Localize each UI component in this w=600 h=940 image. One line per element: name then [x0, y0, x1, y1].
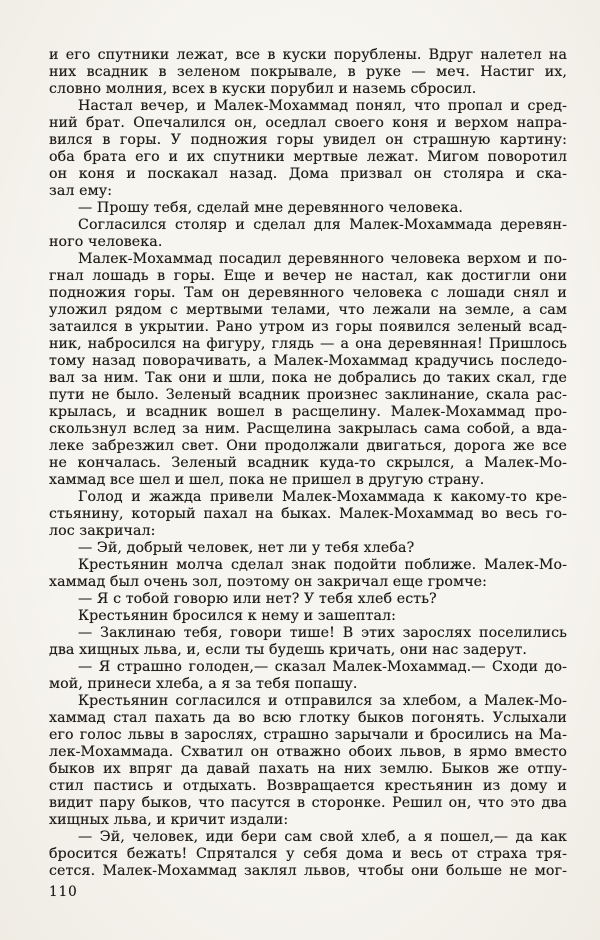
paragraph — [49, 591, 567, 608]
paragraph — [49, 200, 567, 217]
paragraph — [49, 829, 567, 880]
text-line: ного человека. — [49, 234, 163, 250]
text-line: два хищных льва, и, если ты будешь кричать, они нас задерут. — [49, 642, 527, 658]
text-line: Голод и жажда привели Малек-Мохаммада к какому-то кре- — [78, 489, 567, 505]
text-line: Крестьянин молча сделал знак подойти поближе. Малек-Мо- — [78, 557, 567, 573]
page-number: 110 — [49, 884, 78, 900]
text-line: них всадник в зеленом покрывале, в руке — меч. Настиг их, — [49, 64, 567, 80]
text-line: скользнул вслед за ним. Расщелина закрылась сама собой, а вда- — [49, 421, 567, 437]
paragraph — [49, 251, 567, 489]
text-line: стьянину, который пахал на быках. Малек-Мохаммад во весь го- — [49, 506, 567, 522]
text-line: хаммад стал пахать да во всю глотку быков погонять. Услыхали — [49, 710, 567, 726]
text-line: хищных льва, и кричит издали: — [49, 812, 289, 828]
text-line: ник, набросился на фигуру, глядь — а она деревянная! Пришлось — [49, 336, 567, 352]
text-line: — Заклинаю тебя, говори тише! В этих зарослях поселились — [78, 625, 567, 641]
text-line: Согласился столяр и сделал для Малек-Мохаммада деревян- — [78, 217, 567, 233]
text-line: словно молния, всех в куски порубил и наземь сбросил. — [49, 81, 477, 97]
text-line: затаился в укрытии. Рано утром из горы появился зеленый всад- — [49, 319, 567, 335]
text-line: Малек-Мохаммад посадил деревянного человека верхом и по- — [78, 251, 567, 267]
text-line: мой, принеси хлеба, а я за тебя попашу. — [49, 676, 358, 692]
paragraph — [49, 693, 567, 829]
text-line: вал за ним. Так они и шли, пока не добрались до таких скал, где — [49, 370, 567, 386]
text-line: хаммад все шел и шел, пока не пришел в другую страну. — [49, 472, 485, 488]
text-line: оба брата его и их спутники мертвые лежат. Мигом поворотил — [49, 149, 567, 165]
text-line: подножия горы. Там он деревянного человека с лошади снял и — [49, 285, 567, 301]
text-line: — Я страшно голоден,— сказал Малек-Мохаммад.— Сходи до- — [78, 659, 567, 675]
text-line: и его спутники лежат, все в куски порублены. Вдруг налетел на — [49, 47, 567, 63]
paragraph — [49, 98, 567, 200]
text-line: тому назад поворачивать, а Малек-Мохаммад крадучись последо- — [49, 353, 567, 369]
paragraph — [49, 659, 567, 693]
text-line: бросится бежать! Спрятался у себя дома и весь от страха тря- — [49, 846, 567, 862]
text-line: лек-Мохаммада. Схватил он отважно обоих львов, в ярмо вместо — [49, 744, 567, 760]
paragraph — [49, 47, 567, 98]
text-line: быков их впряг да давай пахать на них землю. Быков же отпу- — [49, 761, 567, 777]
paragraph — [49, 217, 567, 251]
paragraph — [49, 540, 567, 557]
paragraph — [49, 625, 567, 659]
text-line: — Прошу тебя, сделай мне деревянного человека. — [78, 200, 464, 216]
text-line: ний брат. Опечалился он, оседлал своего коня и верхом напра- — [49, 115, 567, 131]
text-line: Крестьянин бросился к нему и зашептал: — [78, 608, 397, 624]
text-line: пути не было. Зеленый всадник произнес заклинание, скала рас- — [49, 387, 567, 403]
text-line: — Эй, добрый человек, нет ли у тебя хлеба? — [78, 540, 415, 556]
text-line: уложил рядом с мертвыми телами, что лежали на земле, а сам — [49, 302, 567, 318]
text-line: сется. Малек-Мохаммад заклял львов, чтобы они больше не мог- — [49, 863, 567, 879]
paragraph — [49, 608, 567, 625]
page-text-column — [49, 47, 567, 880]
text-line: стил пастись и отдыхать. Возвращается крестьянин из дому и — [49, 778, 567, 794]
text-line: он коня и поскакал назад. Дома призвал он столяра и ска- — [49, 166, 567, 182]
text-line: не кончалась. Зеленый всадник куда-то скрылся, а Малек-Мо- — [49, 455, 567, 471]
text-line: Настал вечер, и Малек-Мохаммад понял, что пропал и сред- — [78, 98, 567, 114]
text-line: хаммад был очень зол, поэтому он закричал еще громче: — [49, 574, 488, 590]
text-line: вился в горы. У подножия горы увидел он страшную картину: — [49, 132, 567, 148]
text-line: зал ему: — [49, 183, 113, 199]
text-line: его голос львы в зарослях, страшно зарычали и бросились на Ма- — [49, 727, 567, 743]
text-line: — Эй, человек, иди бери сам свой хлеб, а я пошел,— да как — [78, 829, 567, 845]
text-line: — Я с тобой говорю или нет? У тебя хлеб есть? — [78, 591, 437, 607]
paragraph — [49, 489, 567, 540]
text-line: леке забрезжил свет. Они продолжали двигаться, дорога же все — [49, 438, 567, 454]
text-line: лос закричал: — [49, 523, 156, 539]
text-line: видит пару быков, что пасутся в сторонке. Решил он, что это два — [49, 795, 567, 811]
text-line: Крестьянин согласился и отправился за хлебом, а Малек-Мо- — [78, 693, 567, 709]
text-line: гнал лошадь в горы. Еще и вечер не настал, как достигли они — [49, 268, 567, 284]
paragraph — [49, 557, 567, 591]
text-line: крылась, и всадник вошел в расщелину. Малек-Мохаммад про- — [49, 404, 567, 420]
